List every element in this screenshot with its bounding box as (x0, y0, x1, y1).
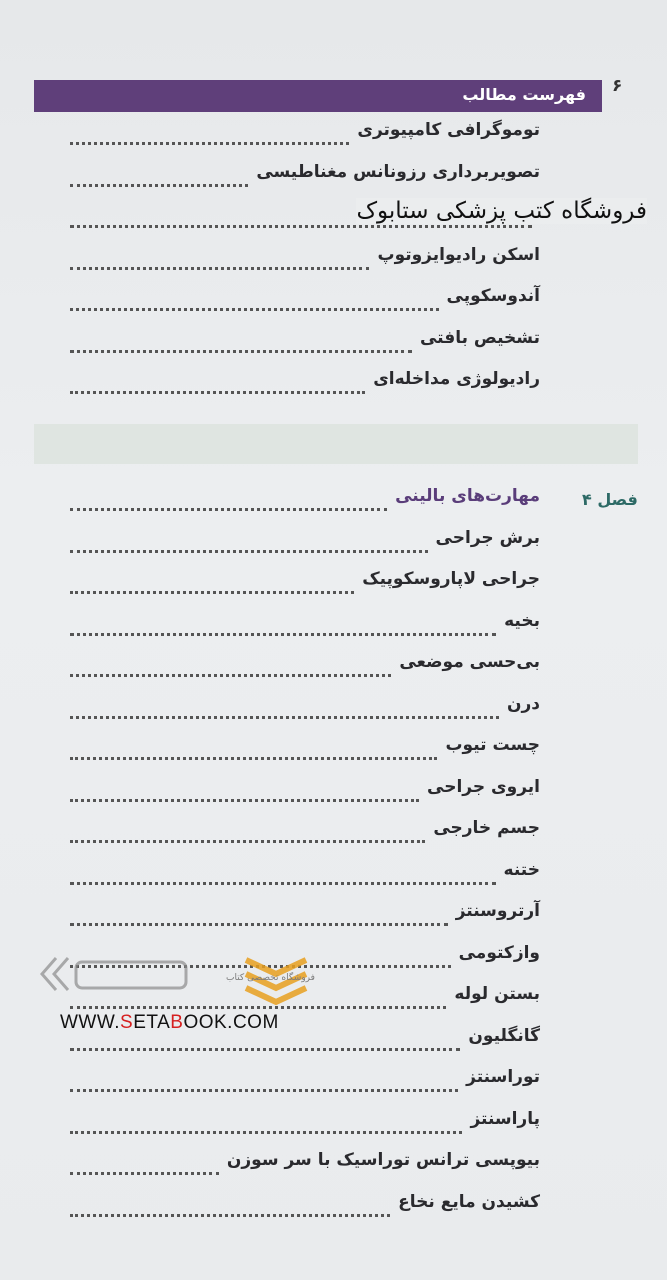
toc-entry (30, 522, 540, 564)
toc-entry-title: آندوسکوپی (446, 286, 540, 306)
toc-leader-dots (70, 530, 428, 553)
toc-leader-dots (70, 862, 496, 885)
toc-entry-title: اسکن رادیوایزوتوپ (377, 244, 540, 265)
toc-leader-dots (70, 1111, 462, 1134)
toc-entry-title: چست تیوب (445, 735, 540, 755)
toc-leader-dots (70, 613, 496, 636)
toc-leader-dots (70, 571, 354, 594)
toc-entry (30, 239, 540, 281)
watermark-store-name: فروشگاه کتب پزشکی ستابوک (356, 198, 647, 224)
toc-entry (30, 729, 540, 771)
toc-entry (30, 1144, 540, 1186)
toc-leader-dots (70, 737, 437, 760)
toc-chapter-4-list (30, 480, 540, 1227)
toc-leader-dots (70, 288, 439, 311)
toc-entry-title: توراسنتز (466, 1067, 540, 1087)
toc-leader-dots (70, 903, 448, 926)
toc-leader-dots (70, 488, 387, 511)
toc-entry-title: تصویربرداری رزونانس مغناطیسی (256, 161, 540, 182)
toc-entry-title: ایروی جراحی (427, 776, 540, 797)
toc-entry-title: درن (506, 693, 540, 714)
toc-entry-title: توموگرافی کامپیوتری (357, 120, 540, 140)
toc-entry (30, 280, 540, 322)
toc-entry-title: بیوپسی ترانس توراسیک با سر سوزن (226, 1150, 540, 1170)
toc-entry-title: وازکتومی (458, 942, 540, 963)
toc-leader-dots (70, 164, 248, 187)
toc-leader-dots (70, 371, 365, 394)
toc-entry (30, 363, 540, 405)
toc-entry (30, 114, 540, 156)
toc-entry (30, 895, 540, 937)
toc-section-imaging (30, 114, 540, 405)
toc-header-title: فهرست مطالب (462, 85, 586, 104)
toc-entry (30, 156, 540, 198)
logo-subtext: فروشگاه تخصصی کتاب (226, 973, 315, 983)
toc-leader-dots (70, 1069, 458, 1092)
toc-entry-title: رادیولوژی مداخله‌ای (373, 369, 540, 389)
toc-entry-title: پاراسنتز (470, 1108, 540, 1129)
toc-entry (30, 322, 540, 364)
toc-leader-dots (70, 820, 425, 843)
toc-entry-title: جسم خارجی (433, 818, 540, 838)
toc-entry (30, 1186, 540, 1228)
chapter-band (34, 424, 638, 464)
toc-entry (30, 771, 540, 813)
toc-entry (30, 563, 540, 605)
toc-entry-title: برش جراحی (435, 527, 540, 548)
toc-leader-dots (70, 779, 419, 802)
setabook-logo (36, 948, 315, 1004)
toc-entry-title: جراحی لاپاروسکوپیک (362, 569, 540, 589)
toc-entry-title: بی‌حسی موضعی (399, 652, 540, 672)
toc-leader-dots (70, 654, 391, 677)
toc-entry (30, 646, 540, 688)
toc-leader-dots (70, 247, 369, 270)
toc-leader-dots (70, 1194, 390, 1217)
toc-entry (30, 605, 540, 647)
toc-leader-dots (70, 330, 412, 353)
toc-entry-title: کشیدن مایع نخاع (398, 1191, 540, 1212)
toc-entry-title: مهارت‌های بالینی (395, 486, 540, 506)
toc-entry-title: ختنه (503, 859, 540, 880)
toc-entry (30, 688, 540, 730)
toc-entry-title: بخیه (504, 610, 540, 631)
watermark-url: WWW.SETABOOK.COM (60, 1012, 279, 1033)
toc-entry-title: بستن لوله (454, 984, 540, 1004)
toc-entry-title: گانگلیون (468, 1025, 540, 1046)
toc-entry (30, 1103, 540, 1145)
toc-leader-dots (70, 696, 499, 719)
toc-entry (30, 480, 540, 522)
toc-entry (30, 854, 540, 896)
toc-entry (30, 812, 540, 854)
page-number: ۶ (612, 76, 623, 96)
chapter-label: فصل ۴ (582, 490, 638, 509)
toc-entry (30, 1061, 540, 1103)
toc-header-bar (34, 80, 602, 112)
toc-leader-dots (70, 1152, 219, 1175)
toc-leader-dots (70, 122, 349, 145)
toc-entry-title: آرتروسنتز (455, 901, 540, 921)
toc-entry-title: تشخیص بافتی (419, 327, 540, 348)
